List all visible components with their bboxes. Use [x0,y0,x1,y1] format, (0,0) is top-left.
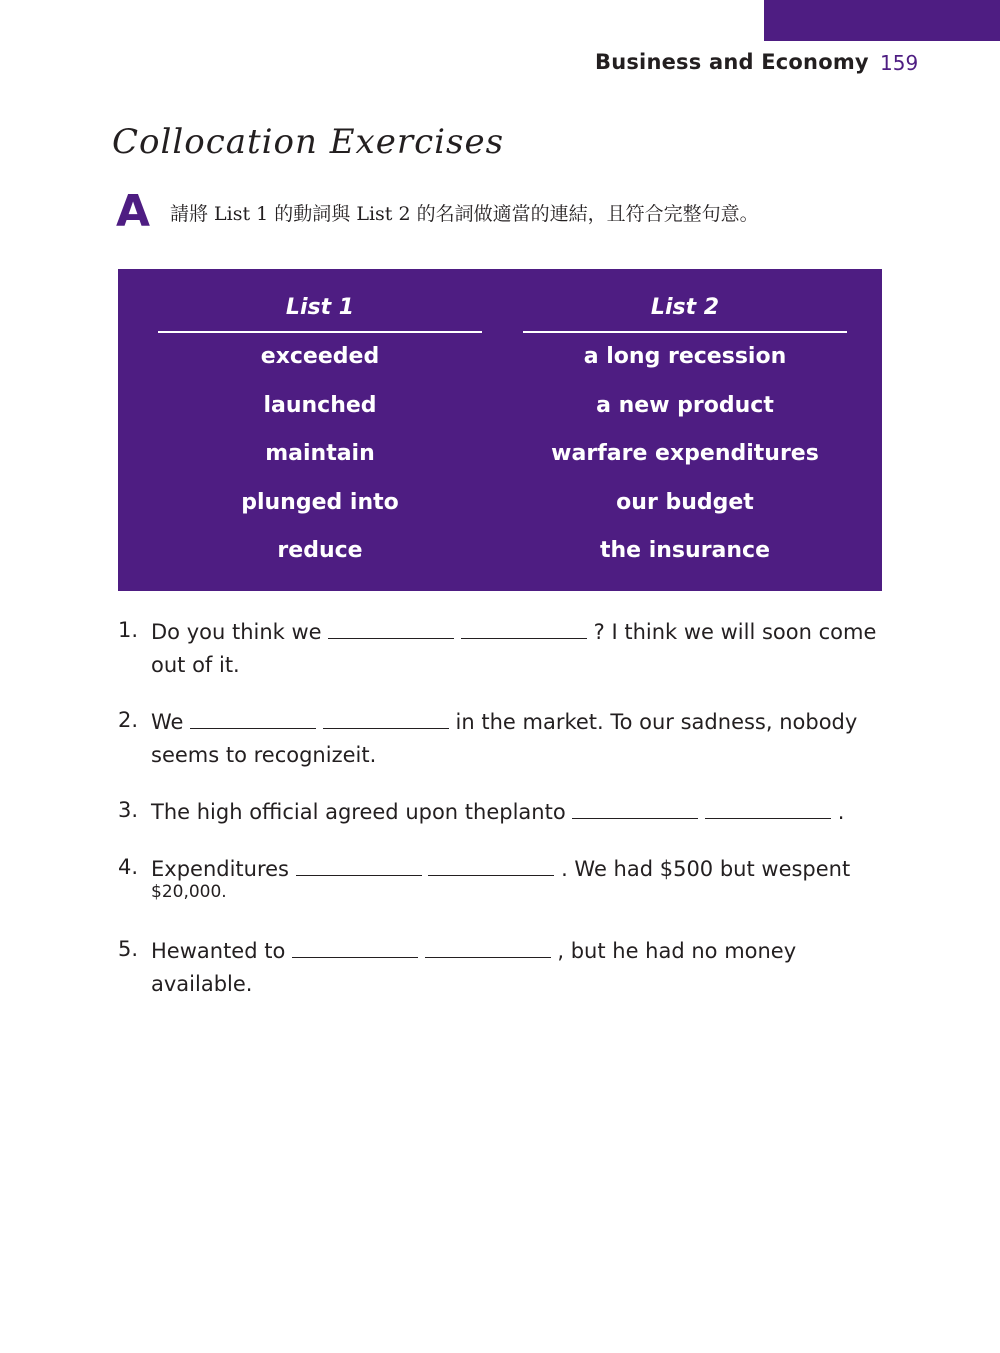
question-text: ? I think we will soon come [593,620,877,644]
answer-blank[interactable] [190,704,316,729]
question-text: out of it. [151,653,240,677]
answer-blank[interactable] [572,794,698,819]
list-2-item: a new product [596,392,774,418]
answer-blank[interactable] [323,704,449,729]
list-1-item: exceeded [260,344,380,369]
list-1-item: maintain [265,441,375,466]
question-text: Hewanted to [151,939,286,963]
answer-blank[interactable] [296,851,422,876]
question-number: 1. [118,618,139,642]
list-2-item: our budget [616,489,754,515]
question-text: . We had $500 but wespent [561,857,851,881]
question-number: 3. [118,798,139,822]
list-1-item: launched [263,392,377,418]
exercise-letter: A [116,186,151,237]
question-text: . [837,800,845,824]
answer-blank[interactable] [428,851,554,876]
list-2-item: warfare expenditures [551,441,819,466]
answer-blank[interactable] [292,933,418,958]
list-1-item: reduce [277,538,363,563]
list-2-item: a long recession [583,344,787,369]
exercise-instruction: 請將 List 1 的動詞與 List 2 的名詞做適當的連結，且符合完整句意。 [170,203,759,225]
question-number: 2. [118,708,139,732]
question-text: , but he had no money [557,939,797,963]
list-1-column [158,293,482,576]
running-header-title: Business and Economy [595,50,869,74]
top-accent-bar [764,0,1000,41]
list-1-heading: List 1 [158,293,482,333]
page-number: 159 [880,51,919,75]
question-number: 4. [118,855,139,879]
question-text: The high official agreed upon theplanto [151,800,566,824]
question-text: Expenditures [151,857,289,881]
answer-blank[interactable] [425,933,551,958]
question-text: in the market. To our sadness, nobody [455,710,858,734]
question-item [118,614,898,682]
question-item [118,933,898,1001]
question-item [118,794,898,829]
question-item [118,704,898,772]
list-2-column [523,293,847,576]
answer-blank[interactable] [328,614,454,639]
list-1-item: plunged into [241,489,399,515]
question-number: 5. [118,937,139,961]
question-text: seems to recognizeit. [151,743,377,767]
list-2-item: the insurance [599,538,771,563]
question-text: $20,000. [151,882,227,902]
section-title: Collocation Exercises [112,122,505,162]
question-text: We [151,710,184,734]
word-list-panel [118,269,882,591]
list-2-heading: List 2 [523,293,847,333]
answer-blank[interactable] [705,794,831,819]
answer-blank[interactable] [461,614,587,639]
question-text: available. [151,972,253,996]
question-text: Do you think we [151,620,322,644]
question-item [118,851,898,902]
